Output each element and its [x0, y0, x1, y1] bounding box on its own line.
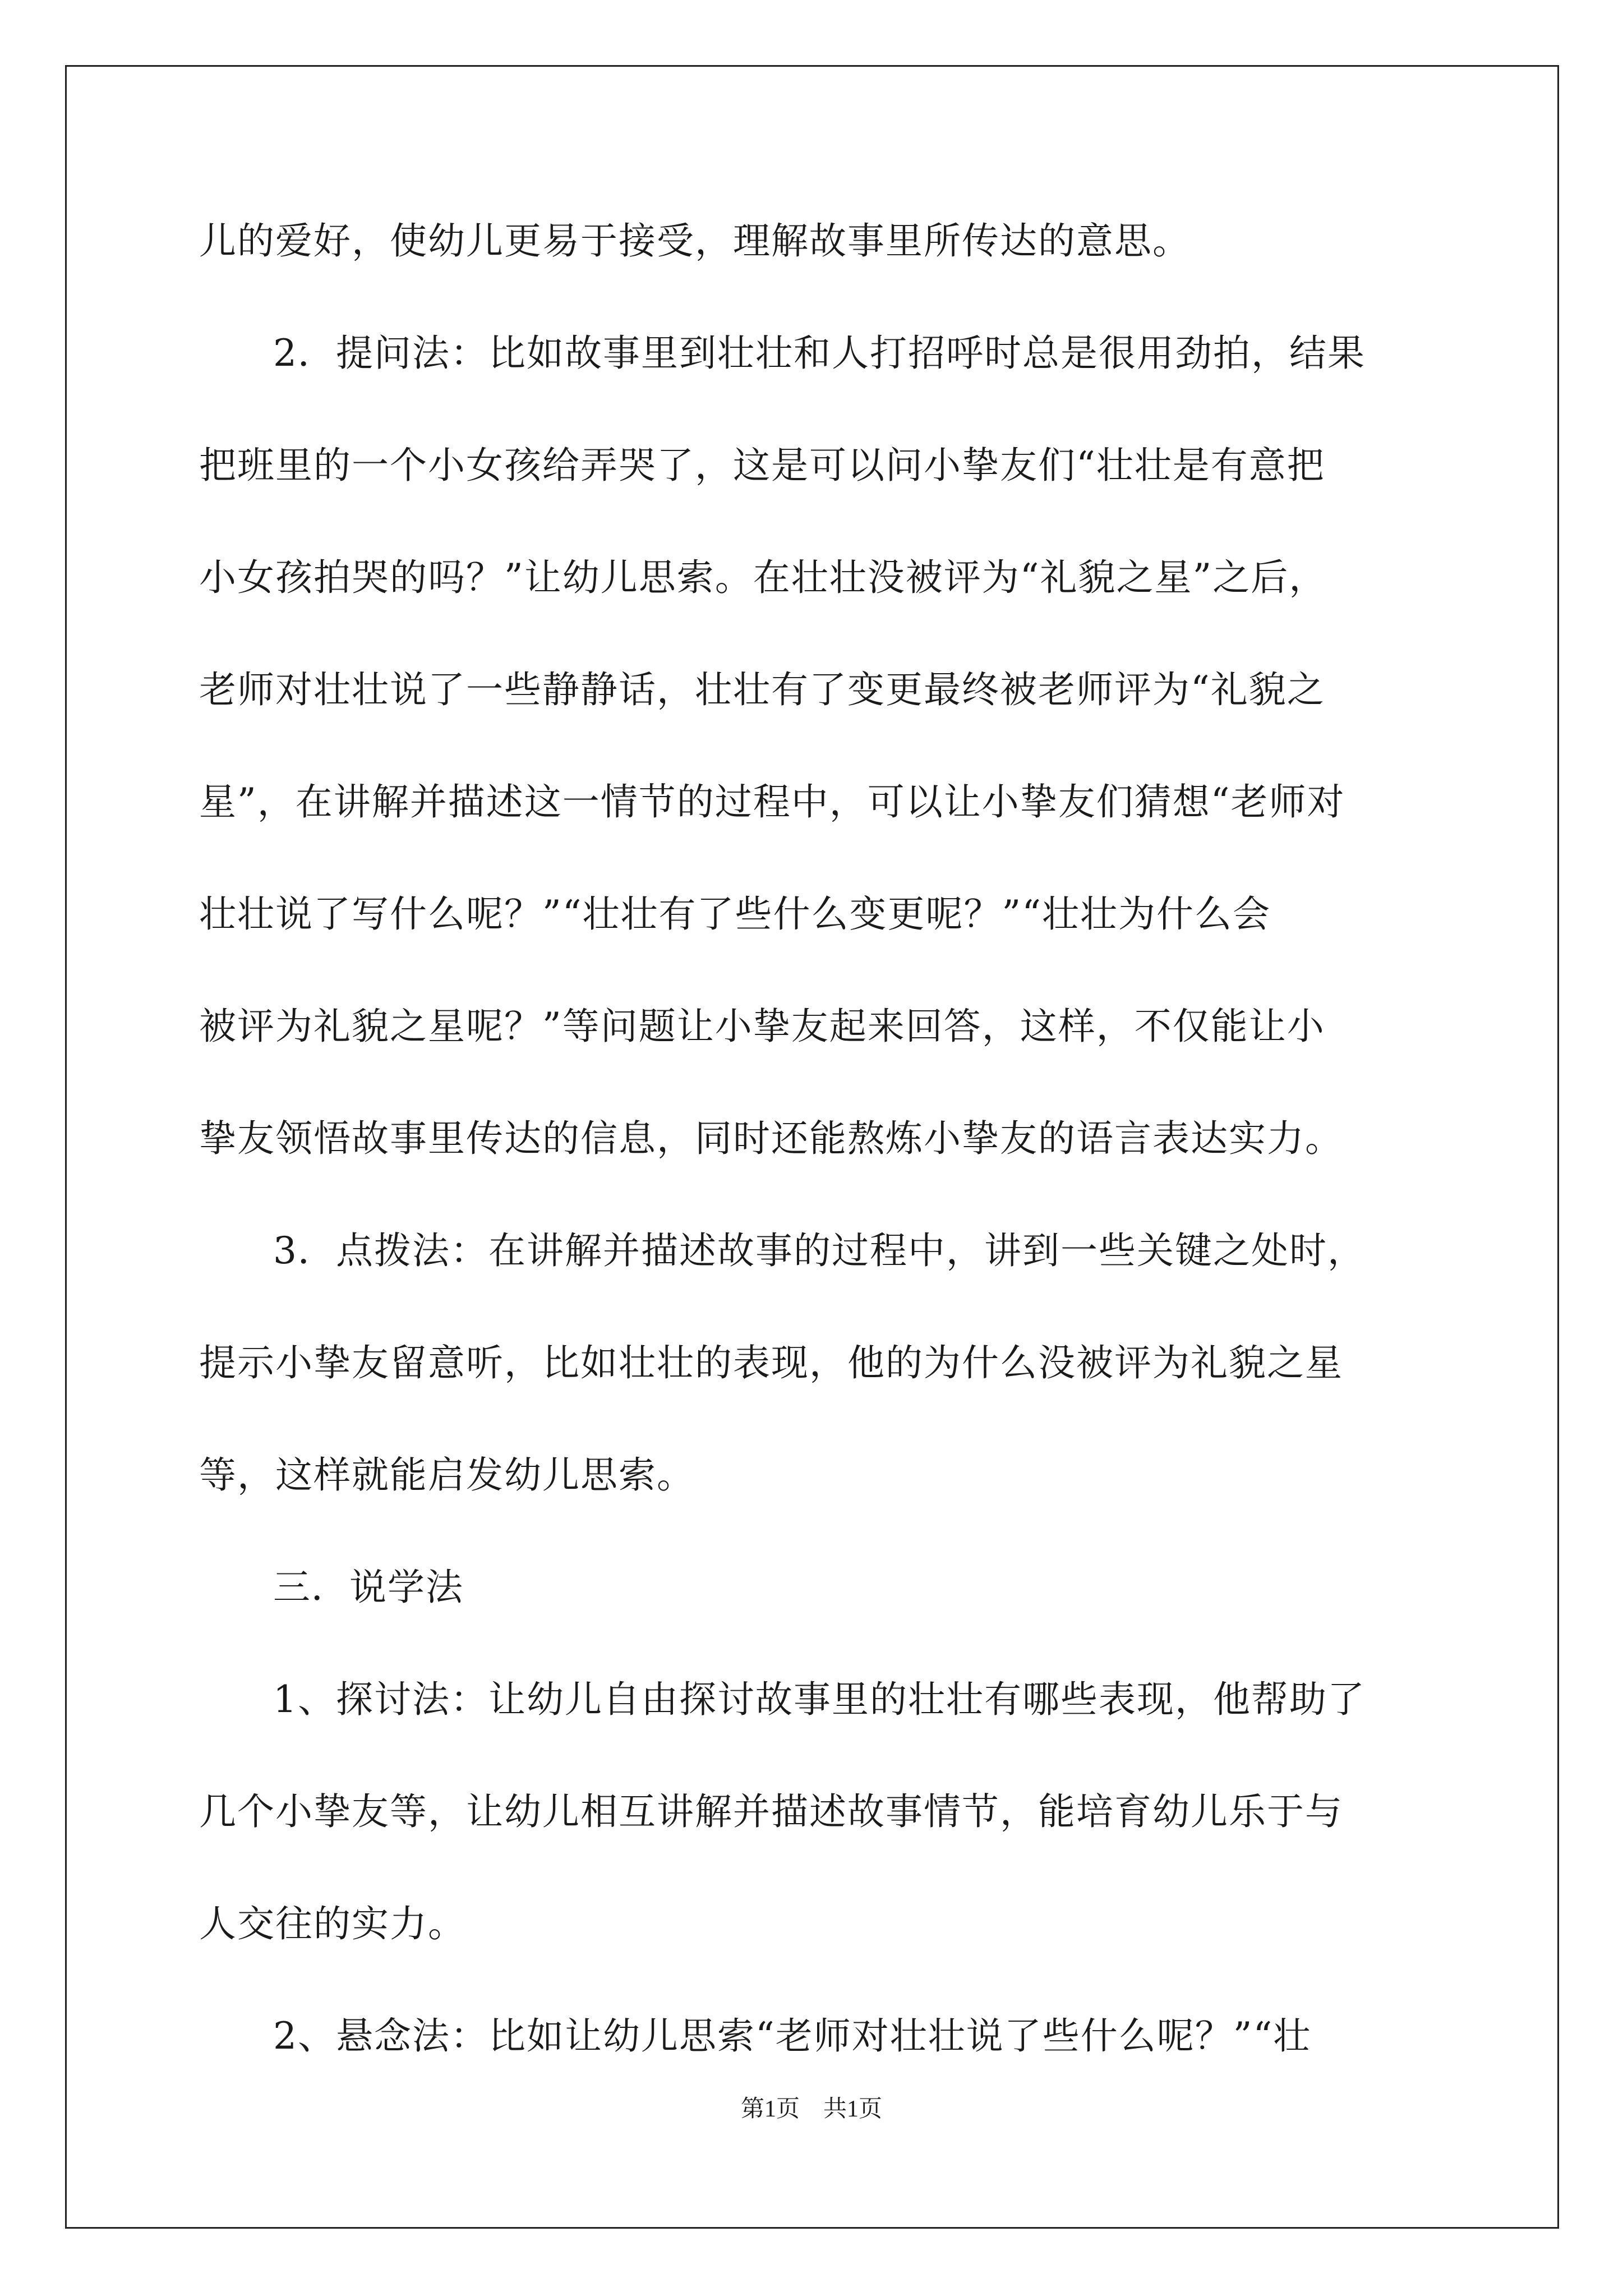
text-line-5: 老师对壮壮说了一些静静话，壮壮有了变更最终被老师评为“礼貌之 [199, 668, 1325, 711]
text-line-2: 2．提问法：比如故事里到壮壮和人打招呼时总是很用劲拍，结果 [273, 332, 1366, 375]
section-heading: 三．说学法 [273, 1566, 464, 1609]
text-line-6: 星”，在讲解并描述这一情节的过程中，可以让小挚友们猜想“老师对 [199, 780, 1345, 823]
text-line-1: 儿的爱好，使幼儿更易于接受，理解故事里所传达的意思。 [199, 219, 1191, 263]
text-line-16: 人交往的实力。 [199, 1902, 466, 1945]
text-line-14: 1、探讨法：让幼儿自由探讨故事里的壮壮有哪些表现，他帮助了 [273, 1678, 1366, 1721]
text-line-3: 把班里的一个小女孩给弄哭了，这是可以问小挚友们“壮壮是有意把 [199, 444, 1325, 487]
text-line-9: 挚友领悟故事里传达的信息，同时还能熬炼小挚友的语言表达实力。 [199, 1117, 1343, 1160]
text-line-17: 2、悬念法：比如让幼儿思索“老师对壮壮说了些什么呢？”“壮 [273, 2014, 1312, 2058]
page-number-footer: 第1页 共1页 [740, 2096, 882, 2122]
text-line-10: 3．点拨法：在讲解并描述故事的过程中，讲到一些关键之处时， [273, 1229, 1366, 1272]
text-line-11: 提示小挚友留意听，比如壮壮的表现，他的为什么没被评为礼貌之星 [199, 1341, 1343, 1384]
text-line-4: 小女孩拍哭的吗？”让幼儿思索。在壮壮没被评为“礼貌之星”之后， [199, 556, 1327, 599]
text-line-15: 几个小挚友等，让幼儿相互讲解并描述故事情节，能培育幼儿乐于与 [199, 1790, 1343, 1833]
text-line-7: 壮壮说了写什么呢？”“壮壮有了些什么变更呢？”“壮壮为什么会 [199, 892, 1271, 936]
text-line-12: 等，这样就能启发幼儿思索。 [199, 1453, 695, 1497]
text-line-8: 被评为礼貌之星呢？”等问题让小挚友起来回答，这样，不仅能让小 [199, 1005, 1325, 1048]
